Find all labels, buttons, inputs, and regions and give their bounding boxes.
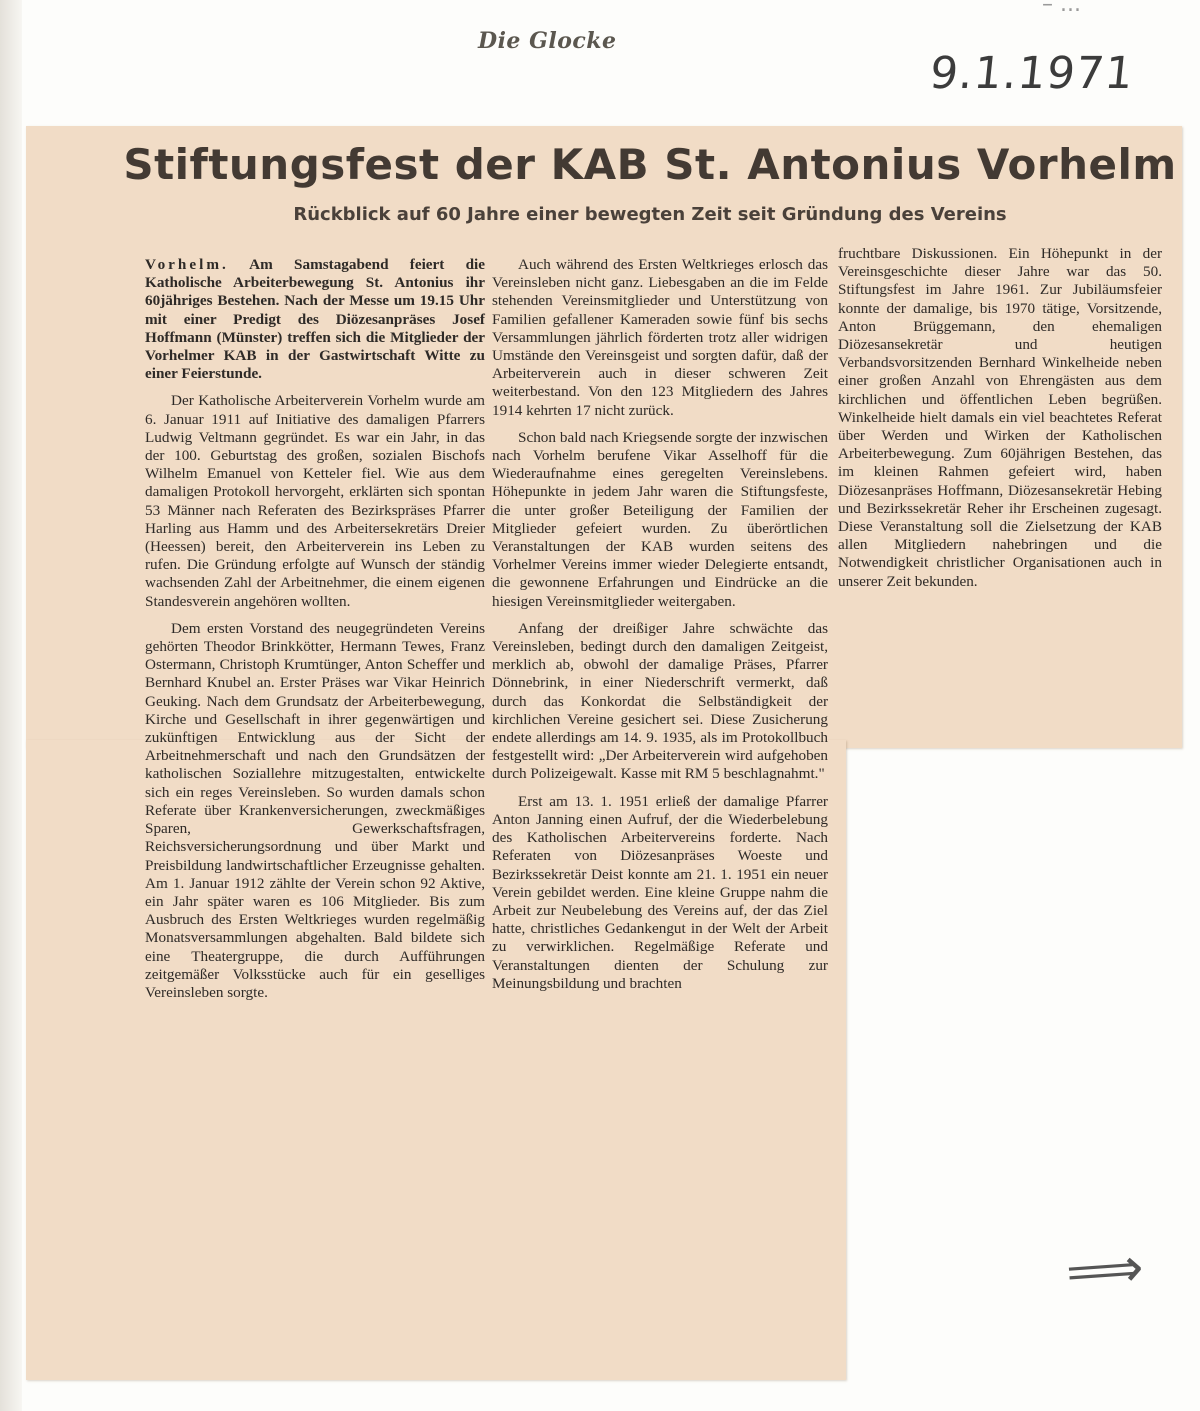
handwritten-date: 9.1.1971 [927,48,1137,99]
article-column-3 [838,245,1162,600]
article-paragraph: Anfang der dreißiger Jahre schwächte das Vereinsleben, bedingt durch den damaligen Zeitgeist, merklich ab, obwohl der damalige Präses, Pfarrer Dönnebrink, in einer Niederschrift vermerkt, daß durch das Konkordat die Selbständigkeit der kirchlichen Vereine gesichert sei. Diese Zusicherung endete allerdings am 14. 9. 1935, als im Protokollbuch festgestellt wird: „Der Arbeiterverein wird aufgehoben durch Polizeigewalt. Kasse mit RM 5 beschlagnahmt." [492,619,828,783]
article-subheadline: Rückblick auf 60 Jahre einer bewegten Zeit seit Gründung des Vereins [293,204,1007,225]
article-lead-paragraph [145,256,485,383]
dateline: Vorhelm. [145,256,229,273]
corner-mark: – ... [1042,0,1081,17]
article-paragraph: Dem ersten Vorstand des neugegründeten Vereins gehörten Theodor Brinkkötter, Hermann Tewes, Franz Ostermann, Christoph Krumtünger, Anton Scheffer und Bernhard Knubel an. Erster Präses war Vikar Heinrich Geuking. Nach dem Grundsatz der Arbeiterbewegung, Kirche und Gesellschaft in ihrer gegenwärtigen und zukünftigen Entwicklung aus der Sicht der Arbeitnehmerschaft und nach den Grundsätzen der katholischen Soziallehre mitzugestalten, entwickelte sich ein reges Vereinsleben. So wurden damals schon Referate über Krankenversicherungen, zweckmäßiges Sparen, Gewerkschaftsfragen, Reichsversicherungsordnung und über Markt und Preisbildung landwirtschaftlicher Erzeugnisse gehalten. Am 1. Januar 1912 zählte der Verein schon 92 Aktive, ein Jahr später waren es 106 Mitglieder. Bis zum Ausbruch des Ersten Weltkrieges wurden regelmäßig Monatsversammlungen abgehalten. Bald bildete sich eine Theatergruppe, die durch Aufführungen zeitgemäßer Volksstücke auch für ein geselliges Vereinsleben sorgte. [145,619,485,1001]
continuation-arrow-icon: ⟹ [1063,1235,1146,1304]
article-paragraph: Der Katholische Arbeiterverein Vorhelm wurde am 6. Januar 1911 auf Initiative des damaligen Pfarrers Ludwig Veltmann gegründet. Es war ein Jahr, in das der 100. Geburtstag des großen, sozialen Bischofs Wilhelm Emanuel von Ketteler fiel. Wie aus dem damaligen Protokoll hervorgeht, erklärten sich spontan 53 Männer nach Referaten des Bezirkspräses Pfarrer Harling aus Hamm und des Arbeitersekretärs Dreier (Heessen) bereit, den Arbeiterverein ins Leben zu rufen. Die Gründung erfolgte auf Wunsch der ständig wachsenden Zahl der Arbeitnehmer, die einem eigenen Standesverein angehören wollten. [145,392,485,610]
article-paragraph: Erst am 13. 1. 1951 erließ der damalige Pfarrer Anton Janning einen Aufruf, der die Wiederbelebung des Katholischen Arbeitervereins forderte. Nach Referaten von Diözesanpräses Woeste und Bezirkssekretär Deist konnte am 21. 1. 1951 ein neuer Verein gebildet werden. Eine kleine Gruppe nahm die Arbeit zur Neubelebung des Vereins auf, der das Ziel hatte, christliches Gedankengut in der Welt der Arbeit zu verwirklichen. Regelmäßige Referate und Veranstaltungen dienten der Schulung zur Meinungsbildung und brachten [492,792,828,992]
article-headline: Stiftungsfest der KAB St. Antonius Vorhelm [123,140,1177,189]
article-column-1 [145,256,485,1011]
lead-text: Am Samstagabend feiert die Katholische Arbeiterbewegung St. Antonius ihr 60jähriges Bestehen. Nach der Messe um 19.15 Uhr mit einer Predigt des Diözesanpräses Josef Hoffmann (Münster) treffen sich die Mitglieder der Vorhelmer KAB in der Gastwirtschaft Witte zu einer Feierstunde. [145,256,485,383]
article-paragraph: Schon bald nach Kriegsende sorgte der inzwischen nach Vorhelm berufene Vikar Asselhoff für die Wiederaufnahme eines geregelten Vereinslebens. Höhepunkte in jedem Jahr waren die Stiftungsfeste, die unter großer Beteiligung der Familien der Mitglieder gefeiert wurden. Zu überörtlichen Veranstaltungen der KAB wurden seitens des Vorhelmer Vereins immer wieder Delegierte entsandt, die gewonnene Erfahrungen und Eindrücke an die hiesigen Vereinsmitglieder weitergaben. [492,428,828,610]
article-paragraph: Auch während des Ersten Weltkrieges erlosch das Vereinsleben nicht ganz. Liebesgaben an die im Felde stehenden Vereinsmitglieder und Unterstützung von Familien gefallener Kameraden sowie fünf bis sechs Versammlungen jährlich förderten trotz aller widrigen Umstände den Vereinsgeist und sorgten dafür, daß der Arbeiterverein auch in dieser schweren Zeit weiterbestand. Von den 123 Mitgliedern des Jahres 1914 kehrten 17 nicht zurück. [492,256,828,419]
article-paragraph: fruchtbare Diskussionen. Ein Höhepunkt in der Vereinsgeschichte dieser Jahre war das 50. Stiftungsfest im Jahre 1961. Zur Jubiläumsfeier konnte der damalige, bis 1970 tätige, Vorsitzende, Anton Brüggemann, den ehemaligen Diözesansekretär und heutigen Verbandsvorsitzenden Bernhard Winkelheide neben einer großen Anzahl von Ehrengästen aus dem kirchlichen und öffentlichen Leben begrüßen. Winkelheide hielt damals ein viel beachtetes Referat über Werden und Wirken der Katholischen Arbeiterbewegung. Zum 60jährigen Bestehen, das im kleinen Rahmen gefeiert wird, haben Diözesanpräses Hoffmann, Diözesansekretär Hebing und Bezirkssekretär Reher ihr Erscheinen zugesagt. Diese Veranstaltung soll die Zielsetzung der KAB allen Mitgliedern nahebringen und die Notwendigkeit christlicher Organisationen auch in unserer Zeit bekunden. [838,245,1162,590]
scan-edge [0,0,22,1411]
article-column-2 [492,256,828,1002]
newspaper-masthead: Die Glocke [478,28,617,54]
